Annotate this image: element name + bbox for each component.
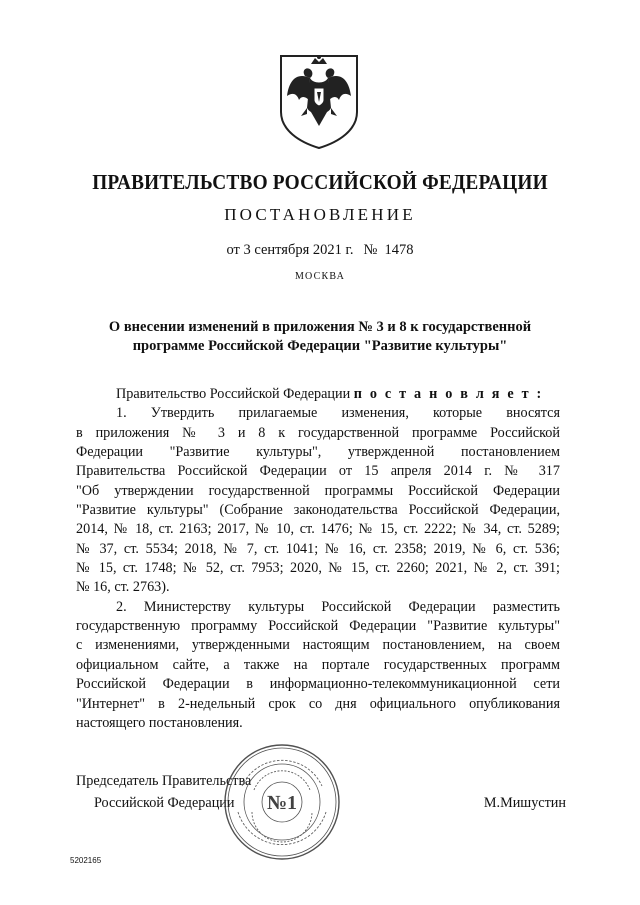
paragraph-line: в приложения № 3 и 8 к государственной программе Российской [76,424,560,441]
paragraph-line: 1. Утвердить прилагаемые изменения, которые вносятся [116,405,560,422]
paragraph-line: "Развитие культуры" (Собрание законодательства Российской Федерации, [76,502,560,519]
preamble-text: Правительство Российской Федерации [116,386,354,402]
paragraph-line: 2. Министерству культуры Российской Федерации разместить [116,598,560,615]
city: МОСКВА [294,271,346,282]
subject-line: О внесении изменений в приложения № 3 и 8 к государственной [108,319,532,335]
paragraph-line: № 37, ст. 5534; 2018, № 7, ст. 1041; № 16, ст. 2358; 2019, № 6, ст. 536; [76,540,560,557]
paragraph-line: "Интернет" в 2-недельный срок со дня официального опубликования [76,695,560,712]
paragraph-item-2 [76,598,560,733]
paragraph-line: государственную программу Российской Федерации "Развитие культуры" [76,618,560,635]
signatory-title-line: Российской Федерации [94,795,235,811]
signatory-title-line: Председатель Правительства [76,773,252,789]
paragraph-line: "Об утверждении государственной программы Российской Федерации [76,482,560,499]
coat-of-arms-icon [277,50,361,150]
government-title: ПРАВИТЕЛЬСТВО РОССИЙСКОЙ ФЕДЕРАЦИИ [92,170,548,194]
subject-line: программе Российской Федерации "Развитие культуры" [132,338,508,354]
paragraph-item-1 [76,404,560,597]
document-date: от 3 сентября 2021 г. [226,242,354,258]
document-type: ПОСТАНОВЛЕНИЕ [224,205,416,224]
document-subject [60,318,580,356]
paragraph-line: Правительства Российской Федерации от 15 апреля 2014 г. № 317 [76,463,560,480]
signatory-name: М.Мишустин [483,795,566,811]
preamble-decree-word: п о с т а н о в л я е т : [353,386,544,402]
official-seal-stamp [222,742,342,862]
paragraph-line: № 15, ст. 1748; № 52, ст. 7953; 2020, № 15, ст. 2260; 2021, № 2, ст. 391; [76,560,560,577]
paragraph-line: настоящего постановления. [76,714,243,731]
date-number-line [0,242,640,259]
number-sign: № [363,242,378,258]
paragraph-line: официальном сайте, а также на портале государственных программ [76,656,560,673]
paragraph-line: с изменениями, утвержденными настоящим постановлением, на своем [76,637,560,654]
document-number: 1478 [384,242,414,258]
paragraph-line: Российской Федерации в информационно-телекоммуникационной сети [76,676,560,693]
stamp-number: №1 [266,792,298,814]
paragraph-line: 2014, № 18, ст. 2163; 2017, № 10, ст. 1476; № 15, ст. 2222; № 34, ст. 5289; [76,521,560,538]
document-code: 5202165 [70,856,102,865]
preamble [76,385,560,404]
document-body [76,385,560,733]
paragraph-line: № 16, ст. 2763). [76,579,170,596]
paragraph-line: Федерации "Развитие культуры", утвержденной постановлением [76,444,560,461]
